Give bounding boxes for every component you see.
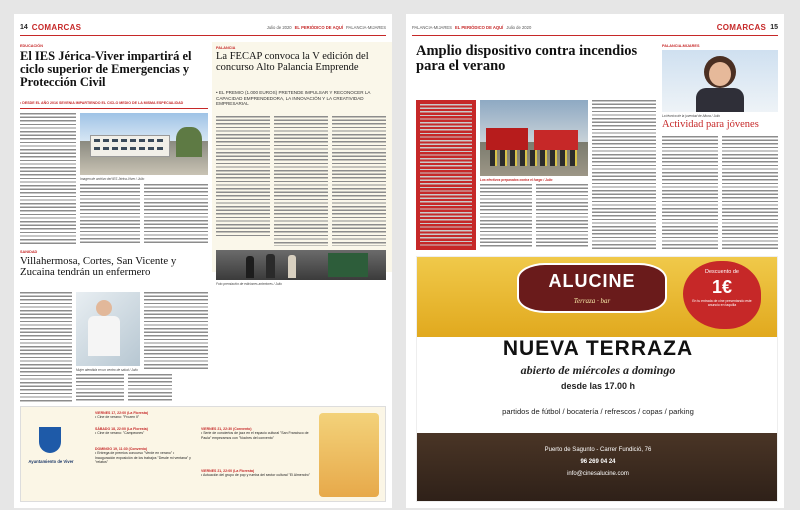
viver-ad [20,406,386,502]
article-tag: PALANCIA [216,46,236,50]
brand-logo: ALUCINE [548,271,636,291]
article-subhead: • DESDE EL AÑO 2016 SEVENIA IMPARTIENDO EL CICLO MEDIO DE LA MISMA ESPECIALIDAD [20,101,184,105]
article-tag: EDUCACIÓN [20,44,43,48]
coat-of-arms-icon [39,427,61,453]
ad-phone: 96 269 04 24 [580,459,616,465]
discount-value: 1€ [711,277,733,297]
article-headline: Villahermosa, Cortes, San Vicente y Zucaina tendrán un enfermero [20,255,177,278]
article-body-column [76,374,124,402]
ad-services: partidos de fútbol / bocatería / refrescos / copas / parking [502,407,694,416]
photo-caption: Los efectivos preparados contra el fuego / Julio [480,178,553,182]
section-title: COMARCAS [716,23,767,32]
article-body-column [20,113,76,245]
page-number: 15 [770,24,778,31]
article-tag: PALANCIA-MIJARES [662,44,700,48]
photo-caption: Mujer atendida en un centro de salud / Julio [76,368,138,372]
article-body-column [144,292,208,370]
header-newspaper: EL PERIÓDICO DE AQUÍ [294,25,344,30]
article-headline: La FECAP convoca la V edición del concurso Alto Palancia Emprende [216,51,369,73]
technician-photo [662,50,778,112]
ad-subtitle: abierto de miércoles a domingo [520,363,676,377]
photo-caption: Imagen de archivo del IES Jérica-Viver / Julio [80,177,145,181]
page-header [20,20,386,36]
page-number: 14 [20,24,28,31]
article-body-column [80,184,140,245]
article-body-column [144,184,208,245]
event-item: DOMINGO 19, 11:30 (Convento) • Entrega de premios concurso "Verde en verano" • Inauguración exposición de los trabajos "Desde mi ventana" y "relatos" [95,447,191,465]
award-photo [216,250,386,280]
article-highlight-column [416,100,476,250]
ad-title: NUEVA TERRAZA [502,337,694,360]
header-edition: PALANCIA-MIJARES [412,25,452,30]
ad-illustration [319,413,379,497]
article-body-column [592,100,656,250]
photo-caption: Foto premiación de ediciones anteriores / Julio [216,282,282,286]
nurse-photo [76,292,140,366]
header-date: Julio de 2020 [506,25,532,30]
article-body-column [332,116,386,246]
article-body-column [480,184,532,248]
event-item: SÁBADO 18, 22:00 (La Floresta) • Cine de verano: "Campeones" [95,427,148,436]
article-headline: El IES Jérica-Viver impartirá el ciclo superior de Emergencias y Protección Civil [20,49,192,89]
brand-sub: Terraza · bar [573,297,611,305]
header-date: Julio de 2020 [266,25,292,30]
article-headline: Actividad para jóvenes [662,119,759,130]
article-body-column [722,136,778,250]
ad-hours: desde las 17.00 h [560,381,636,391]
event-item: VIERNES 21, 22:30 (Convento) • Serie de conciertos de jazz en el espacio cultural "San Francisco de Paula" empezamos con "Noches del convento" [201,427,309,440]
header-edition: PALANCIA-MIJARES [346,25,386,30]
article-tag: SANIDAD [20,250,38,254]
right-newspaper-page [406,14,784,508]
discount-title: Descuento de [705,269,739,275]
article-body-column [216,116,270,236]
left-newspaper-page [14,14,392,508]
ad-email: info@cinesalucine.com [567,471,629,477]
article-body-column [662,136,718,250]
ad-organization: Ayuntamiento de Viver [28,459,74,464]
article-subhead: • EL PREMIO (1.000 EUROS) PRETENDE IMPULSAR Y RECONOCER LA CAPACIDAD EMPRENDEDORA, LA INNOVACIÓN Y LA CREATIVIDAD EMPRESARIAL [216,90,371,106]
ad-address: Puerto de Sagunto - Carrer Fundició, 76 [544,447,652,453]
article-body-column [536,184,588,248]
event-item: VIERNES 21, 22:00 (La Floresta) • Actuación del grupo de pop y rumba del sector cultural "El Almendro" [201,469,310,478]
section-title: COMARCAS [31,23,82,32]
event-item: VIERNES 17, 22:00 (La Floresta) • Cine de verano: "Frozen II" [95,411,149,420]
article-headline: Amplio dispositivo contra incendios para el verano [416,43,638,74]
ad-footer [417,433,778,502]
article-body-column [20,292,72,402]
firefighters-photo [480,100,588,176]
page-header [412,20,778,36]
header-newspaper: EL PERIÓDICO DE AQUÍ [454,25,504,30]
article-body-column [274,116,328,246]
discount-text: En tu entrada de cine presentando este anuncio en taquilla [692,299,752,308]
school-photo [80,113,208,175]
photo-caption: La técnica de la juventud de Altura / Julio [662,114,721,118]
alucine-ad [416,256,778,502]
article-body-column [128,374,172,402]
